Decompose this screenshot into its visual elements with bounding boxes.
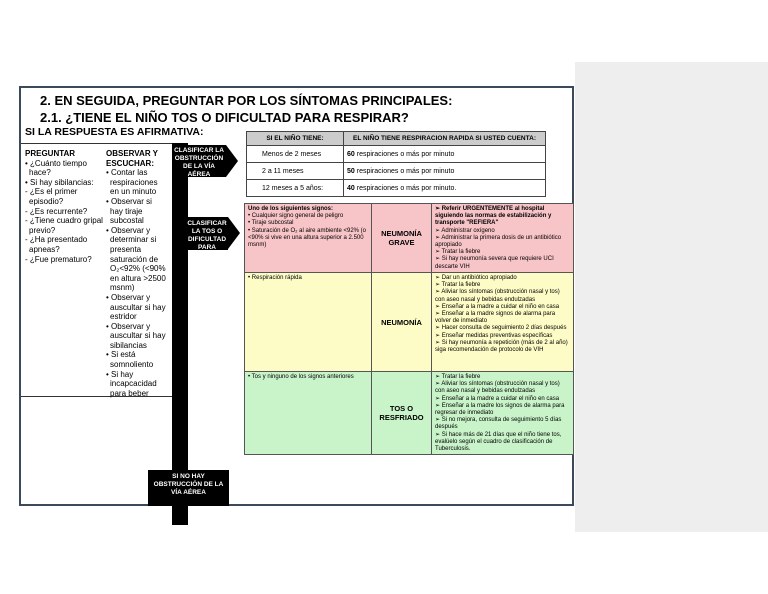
question-heading: 2.1. ¿TIENE EL NIÑO TOS O DIFICULTAD PARA RESPIRAR?	[40, 110, 409, 125]
sign-item: • Tiraje subcostal	[248, 220, 294, 227]
ask-item: • Si hay sibilancias:	[25, 177, 94, 187]
table-header-row	[247, 132, 546, 146]
actions-cell	[432, 372, 573, 454]
observe-column	[106, 149, 166, 398]
rate-text: respiraciones o más por minuto	[354, 150, 455, 158]
arrow-right-icon	[228, 217, 240, 249]
observe-title: OBSERVAR Y ESCUCHAR:	[106, 149, 158, 168]
action-item: ➢ Aliviar los síntomas (obstrucción nasal y tos) con aseo nasal y bebidas endulzadas	[435, 289, 560, 303]
classification-name: TOS O RESFRIADO	[372, 372, 432, 454]
action-item: ➢ Dar un antibiótico apropiado	[435, 275, 517, 281]
action-item: ➢ Si hace más de 21 días que el niño tiene tos, evalúelo según el cuadro de clasificación de Tuberculosis.	[435, 431, 562, 453]
action-item: ➢ Tratar la fiebre	[435, 249, 481, 256]
action-item: ➢ Enseñar a la madre los signos de alarma para regresar de inmediato	[435, 402, 565, 417]
side-panel	[575, 62, 768, 532]
pneumonia-row	[245, 273, 573, 372]
rate-text: respiraciones o más por minuto	[354, 167, 455, 175]
rate-number: 50	[347, 167, 355, 175]
rate-cell	[344, 163, 546, 180]
action-item: ➢ Administrar la primera dosis de un antibiótico apropiado	[435, 234, 562, 249]
observe-item: • Observar si hay tiraje subcostal	[106, 196, 152, 226]
action-title: ➢ Referir URGENTEMENTE al hospital siguiendo las normas de estabilización y transporte "REFIERA"	[435, 206, 552, 227]
action-item: ➢ Aliviar los síntomas (obstrucción nasal y tos) con aseo nasal y bebidas endulzadas	[435, 381, 560, 395]
rate-text: respiraciones o más por minuto.	[354, 184, 457, 192]
ask-item: - ¿Ha presentado apneas?	[25, 235, 88, 254]
arrow-right-icon	[226, 145, 238, 177]
ask-item: - ¿Tiene cuadro gripal previo?	[25, 216, 103, 235]
action-item: ➢ Tratar la fiebre	[435, 374, 481, 380]
age-cell: Menos de 2 meses	[247, 146, 344, 163]
observe-item: • Si hay incapcacidad para beber	[106, 369, 157, 398]
table-row	[247, 146, 546, 163]
affirmative-heading: SI LA RESPUESTA ES AFIRMATIVA:	[25, 126, 204, 138]
observe-item: • Contar las respiraciones en un minuto	[106, 168, 158, 197]
action-item: ➢ Hacer consulta de seguimiento 2 días después	[435, 325, 567, 332]
signs-cell	[245, 372, 372, 454]
rate-header: EL NIÑO TIENE RESPIRACION RAPIDA SI USTED CUENTA:	[344, 132, 546, 146]
table-row	[247, 163, 546, 180]
sign-item: • Respiración rápida	[248, 275, 302, 281]
rate-number: 60	[347, 150, 355, 158]
observe-item: • Observar y auscultar si hay sibilancias	[106, 321, 166, 350]
sign-item: • Saturación de O₂ al aire ambiente <92% (o <90% si vive en una altura superior a 2.500 msnm)	[248, 227, 366, 249]
action-item: ➢ Si hay neumonía severa que requiere UCI descarte VIH	[435, 256, 554, 270]
ask-item: • ¿Cuánto tiempo hace?	[25, 158, 87, 178]
observe-item: • Si está somnoliento	[106, 350, 154, 370]
observe-item: • Observar y determinar si presenta saturación de O₂<92% (<90% en altura >2500 msnm)	[106, 225, 166, 293]
respiratory-rate-table	[246, 131, 546, 197]
no-obstruction-tag: SI NO HAY OBSTRUCCIÓN DE LA VÍA AÉREA	[148, 470, 229, 506]
age-header: SI EL NIÑO TIENE:	[247, 132, 344, 146]
ask-column	[25, 149, 103, 264]
action-item: ➢ Enseñar medidas preventivas específicas	[435, 332, 553, 339]
classification-name: NEUMONÍA	[372, 273, 432, 371]
action-item: ➢ Enseñar a la madre a cuidar el niño en casa	[435, 395, 560, 402]
sign-item: • Tos y ninguno de los signos anteriores	[248, 374, 354, 380]
signs-title: Uno de los siguientes signos:	[248, 206, 334, 212]
ask-title: PREGUNTAR	[25, 149, 76, 158]
classification-table	[244, 203, 574, 455]
age-cell: 2 a 11 meses	[247, 163, 344, 180]
rate-cell	[344, 180, 546, 197]
rate-number: 40	[347, 184, 355, 192]
action-item: ➢ Tratar la fiebre	[435, 282, 481, 289]
action-item: ➢ Enseñar a la madre signos de alarma para volver de inmediato	[435, 311, 556, 325]
action-item: ➢ Si no mejora, consulta de seguimiento 5 días después	[435, 417, 562, 431]
observe-item: • Observar y auscultar si hay estridor	[106, 292, 166, 322]
classification-name: NEUMONÍA GRAVE	[372, 204, 432, 272]
ask-item: - ¿Es recurrente?	[25, 206, 88, 216]
signs-cell	[245, 204, 372, 272]
classify-breathing-tag: CLASIFICAR LA TOS O DIFICULTAD PARA RESPIRAR	[186, 217, 228, 250]
actions-cell	[432, 273, 573, 371]
section-heading: 2. EN SEGUIDA, PREGUNTAR POR LOS SÍNTOMAS PRINCIPALES:	[40, 93, 453, 108]
rate-cell	[344, 146, 546, 163]
age-cell: 12 meses a 5 años:	[247, 180, 344, 197]
ask-item: - ¿Fue prematuro?	[25, 254, 92, 264]
flow-spine	[172, 143, 188, 525]
table-row	[247, 180, 546, 197]
action-item: ➢ Enseñar a la madre a cuidar el niño en casa	[435, 303, 560, 310]
action-item: ➢ Si hay neumonía a repetición (más de 2 al año) siga recomendación de protocolo de VIH	[435, 339, 568, 354]
ask-item: - ¿Es el primer episodio?	[25, 187, 78, 206]
cold-row	[245, 372, 573, 454]
classify-airway-tag: CLASIFICAR LA OBSTRUCCIÓN DE LA VÍA AÉREA	[172, 145, 226, 177]
signs-cell	[245, 273, 372, 371]
sign-item: • Cualquier signo general de peligro	[248, 213, 344, 220]
actions-cell	[432, 204, 573, 272]
severe-pneumonia-row	[245, 204, 573, 273]
action-item: ➢ Administrar oxígeno	[435, 227, 495, 234]
